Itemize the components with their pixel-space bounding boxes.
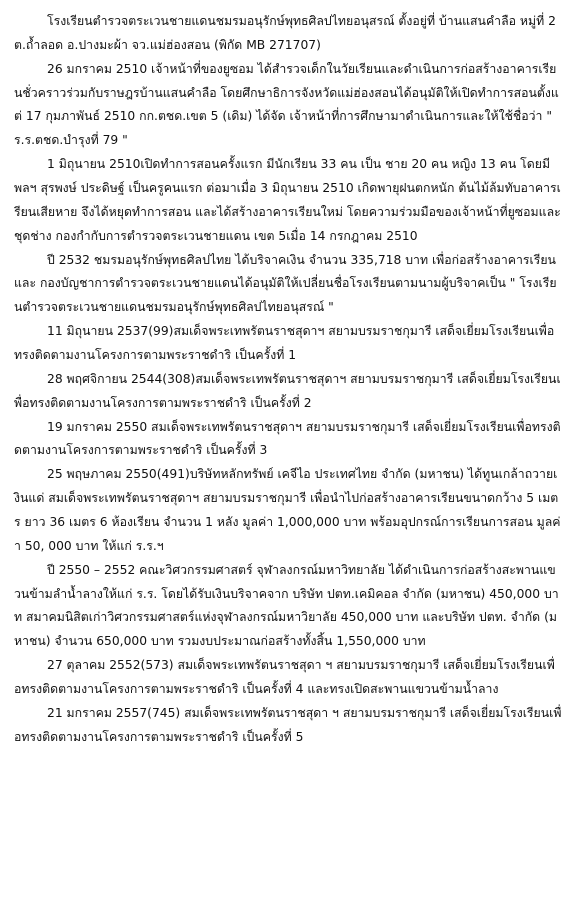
paragraph-royal-visit-4: 27 ตุลาคม 2552(573) สมเด็จพระเทพรัตนราชสุดา ฯ สยามบรมราชกุมารี เสด็จเยี่ยมโรงเรียนเพื่อทรงติดตามงานโครงการตามพระราชดำริ เป็นครั้งที่ 4 และทรงเปิดสะพานแขวนข้ามน้ำลาง [14,658,555,696]
paragraph-first-teaching: 1 มิถุนายน 2510เปิดทำการสอนครั้งแรก มีนักเรียน 33 คน เป็น ชาย 20 คน หญิง 13 คน โดยมี พลฯ สุรพงษ์ ประดิษฐ์ เป็นครูคนแรก ต่อมาเมื่อ 3 มิถุนายน 2510 เกิดพายุฝนตกหนัก ต้นไม้ล้มทับอาคารเรียนเสียหาย จึงได้หยุดทำการสอน และได้สร้างอาคารเรียนใหม่ โดยความร่วมมือของเจ้าหน้าที่ยูซอมและชุดช่าง กองกำกับการตำรวจตระเวนชายแดน เขต 5เมื่อ 14 กรกฎาคม 2510 [14,157,561,243]
paragraph-bridge-construction: ปี 2550 – 2552 คณะวิศวกรรมศาสตร์ จุฬาลงกรณ์มหาวิทยาลัย ได้ดำเนินการก่อสร้างสะพานแขวนข้ามลำน้ำลางให้แก่ ร.ร. โดยได้รับเงินบริจาคจาก บริษัท ปตท.เคมิคอล จำกัด (มหาชน) 450,000 บาท สมาคมนิสิตเก่าวิศวกรรมศาสตร์แห่งจุฬาลงกรณ์มหาวิยาลัย 450,000 บาท และบริษัท ปตท. จำกัด (มหาชน) จำนวน 650,000 บาท รวมงบประมาณก่อสร้างทั้งสิ้น 1,550,000 บาท [14,562,559,649]
document-body [14,10,562,750]
paragraph-kgi-donation: 25 พฤษภาคม 2550(491)บริษัทหลักทรัพย์ เคจีไอ ประเทศไทย จำกัด (มหาชน) ได้ทูนเกล้าถวายเงินแด่ สมเด็จพระเทพรัตนราชสุดาฯ สยามบรมราชกุมารี เพื่อนำไปก่อสร้างอาคารเรียนขนาดกว้าง 5 เมตร ยาว 36 เมตร 6 ห้องเรียน จำนวน 1 หลัง มูลค่า 1,000,000 บาท พร้อมอุปกรณ์การเรียนการสอน มูลค่า 50, 000 บาท ให้แก่ ร.ร.ฯ [14,467,561,553]
paragraph-royal-visit-5: 21 มกราคม 2557(745) สมเด็จพระเทพรัตนราชสุดา ฯ สยามบรมราชกุมารี เสด็จเยี่ยมโรงเรียนเพื่อทรงติดตามงานโครงการตามพระราชดำริ เป็นครั้งที่ 5 [14,705,562,744]
paragraph-1967-founding: 26 มกราคม 2510 เจ้าหน้าที่ของยูซอม ได้สำรวจเด็กในวัยเรียนและดำเนินการก่อสร้างอาคารเรียนชั่วคราวร่วมกับราษฎรบ้านแสนคำลือ โดยศึกษาธิการจังหวัดแม่ฮ่องสอนได้อนุมัติให้เปิดทำการสอนตั้งแต่ 17 กุมภาพันธ์ 2510 กก.ตชด.เขต 5 (เดิม) ได้จัด เจ้าหน้าที่การศึกษามาดำเนินการและให้ใช้ชื่อว่า " ร.ร.ตชด.บำรุงที่ 79 " [14,61,559,148]
paragraph-school-location: โรงเรียนตำรวจตระเวนชายแดนชมรมอนุรักษ์พุทธศิลปไทยอนุสรณ์ ตั้งอยู่ที่ บ้านแสนคำลือ หมู่ที่ 2 ต.ถ้ำลอด อ.ปางมะผ้า จว.แม่ฮ่องสอน (พิกัด MB 271707) [14,14,556,52]
paragraph-royal-visit-2: 28 พฤศจิกายน 2544(308)สมเด็จพระเทพรัตนราชสุดาฯ สยามบรมราชกุมารี เสด็จเยี่ยมโรงเรียนเพื่อทรงติดตามงานโครงการตามพระราชดำริ เป็นครั้งที่ 2 [14,371,561,410]
paragraph-royal-visit-1: 11 มิถุนายน 2537(99)สมเด็จพระเทพรัตนราชสุดาฯ สยามบรมราชกุมารี เสด็จเยี่ยมโรงเรียนเพื่อทรงติดตามงานโครงการตามพระราชดำริ เป็นครั้งที่ 1 [14,324,555,362]
paragraph-royal-visit-3: 19 มกราคม 2550 สมเด็จพระเทพรัตนราชสุดาฯ สยามบรมราชกุมารี เสด็จเยี่ยมโรงเรียนเพื่อทรงติดตามงานโครงการตามพระราชดำริ เป็นครั้งที่ 3 [14,419,561,458]
paragraph-1989-donation: ปี 2532 ชมรมอนุรักษ์พุทธศิลปไทย ได้บริจาคเงิน จำนวน 335,718 บาท เพื่อก่อสร้างอาคารเรียนและ กองบัญชาการตำรวจตระเวนชายแดนได้อนุมัติให้เปลี่ยนชื่อโรงเรียนตามนามผู้บริจาคเป็น " โรงเรียนตำรวจตระเวนชายแดนชมรมอนุรักษ์พุทธศิลปไทยอนุสรณ์ " [14,252,557,315]
